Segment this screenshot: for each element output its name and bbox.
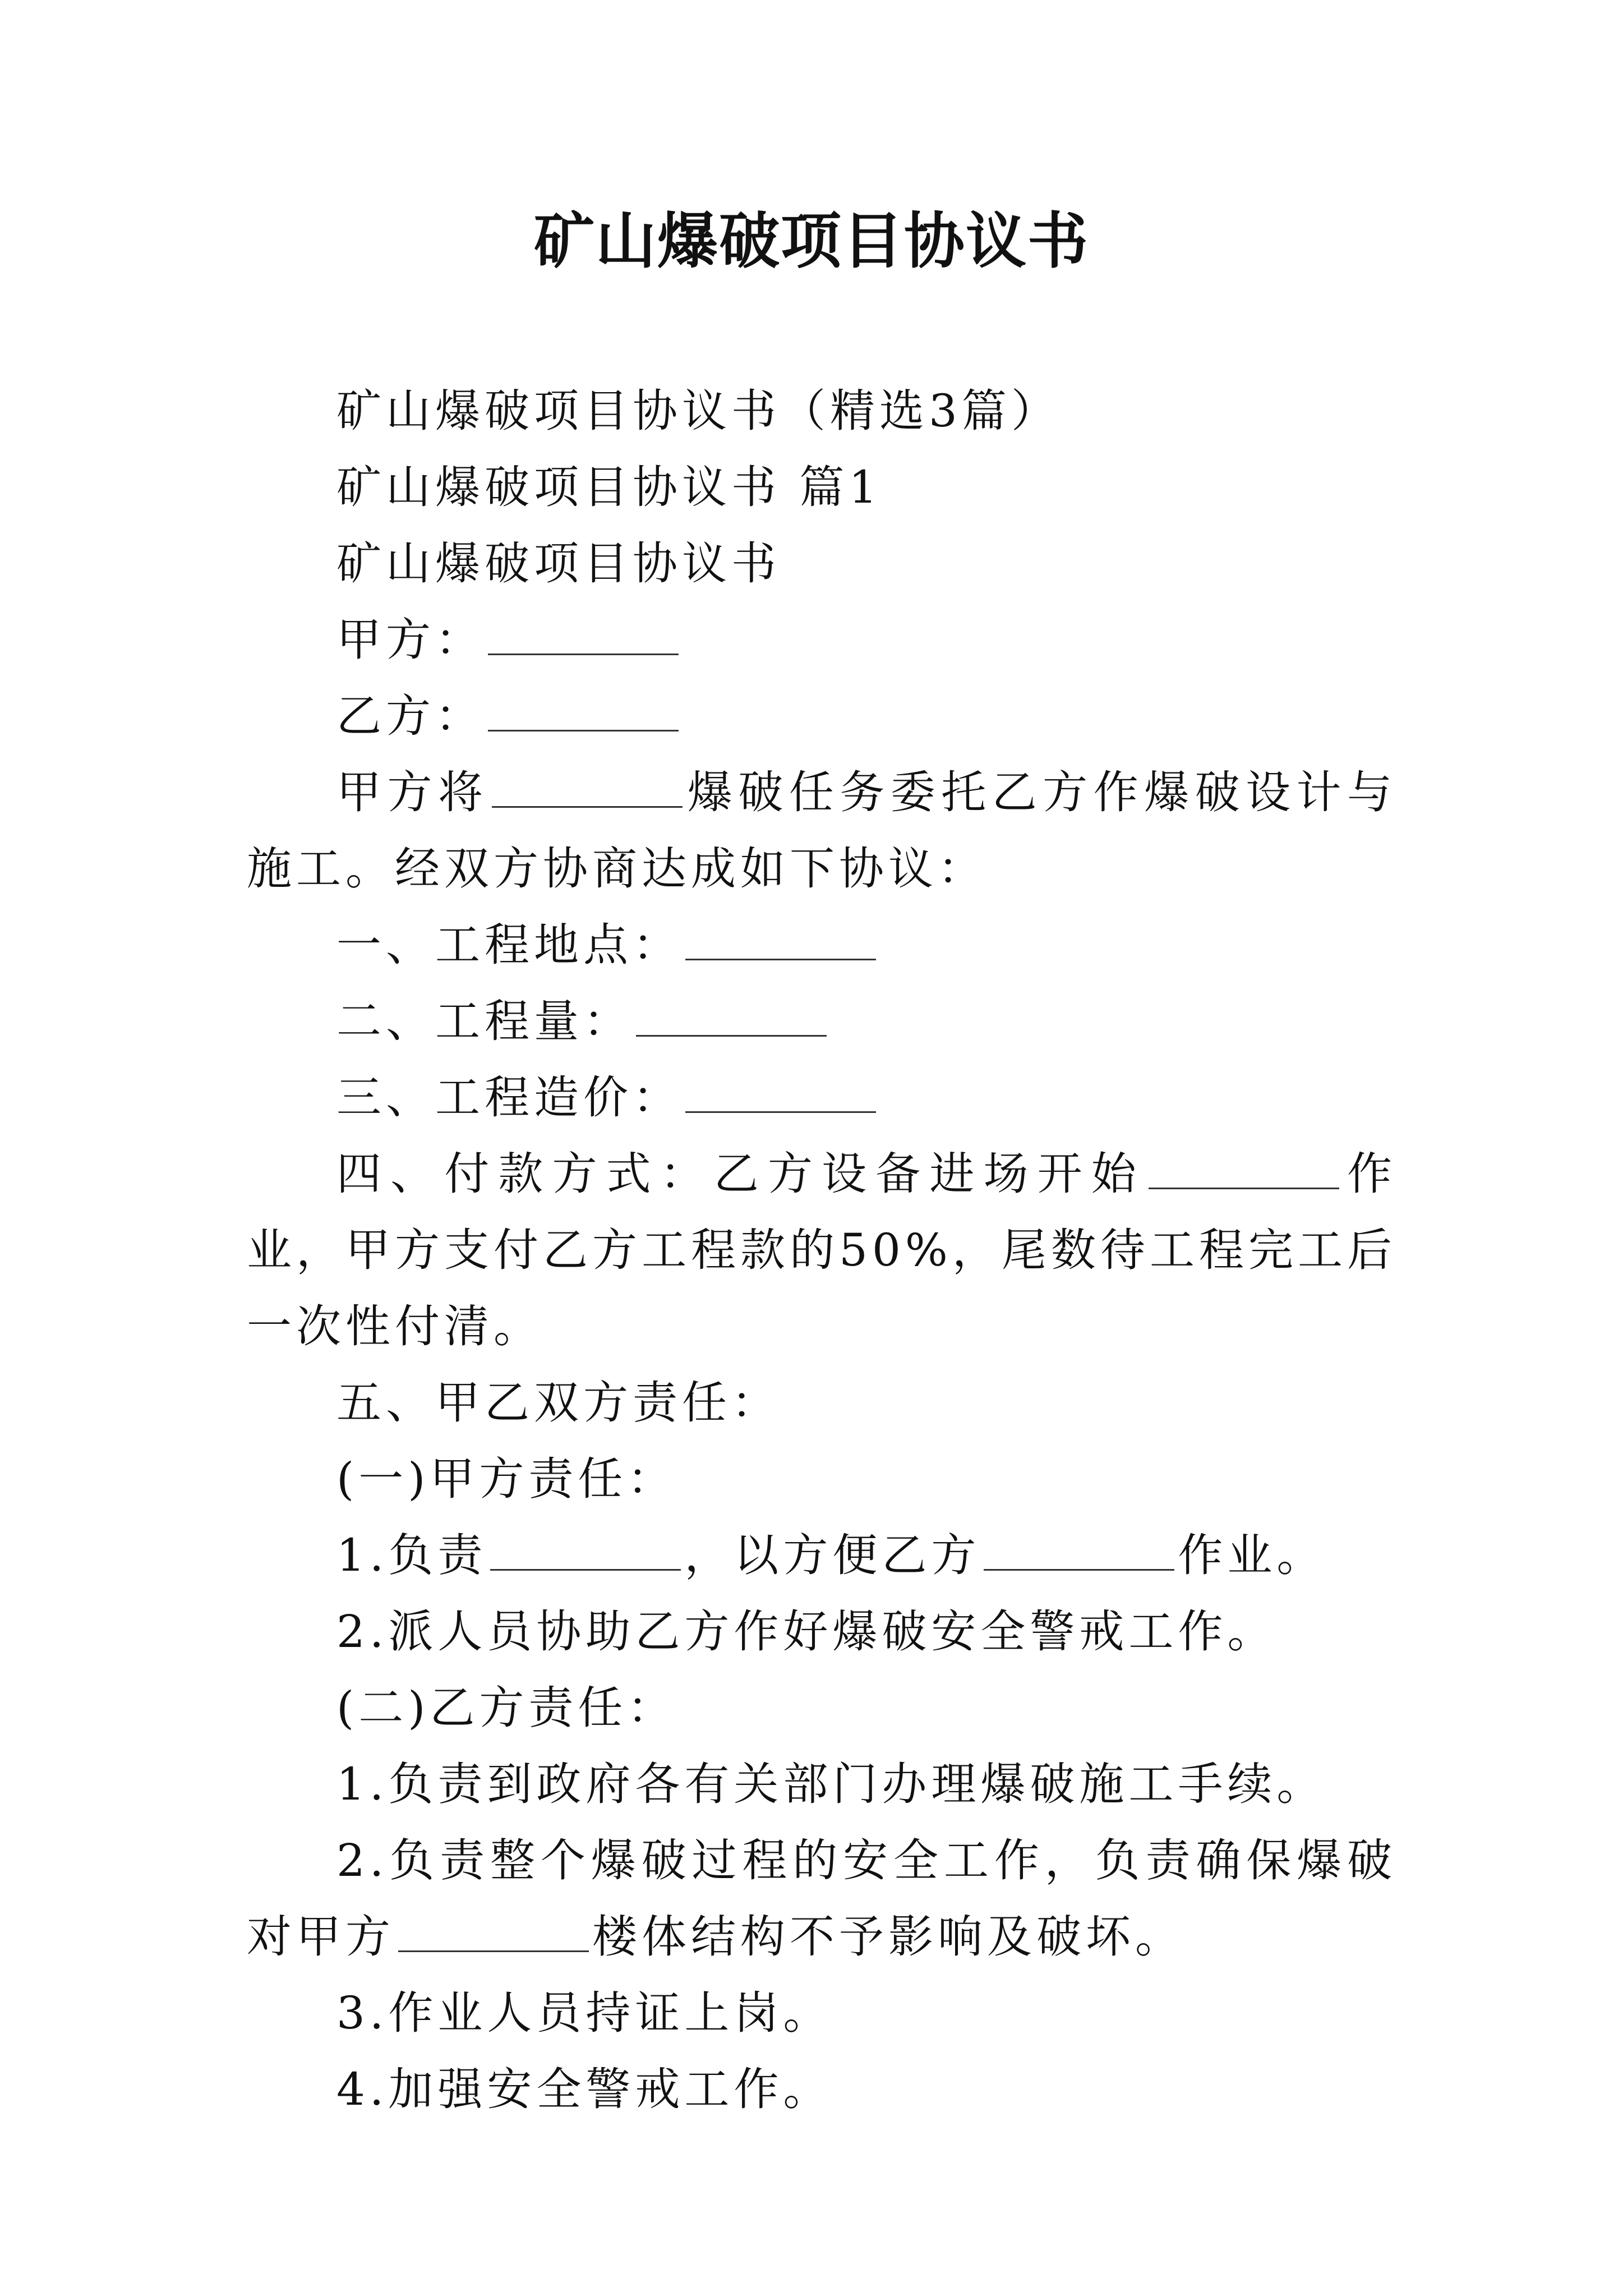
text-span: 3.作业人员持证上岗。 [336,1987,833,2039]
text-span: 二、工程量： [336,995,633,1047]
text-span: 三、工程造价： [336,1071,682,1124]
party-a-responsibility-heading [247,1441,1396,1517]
text-span: 一、工程地点： [336,919,682,971]
text-span: 1.负责到政府各有关部门办理爆破施工手续。 [336,1758,1326,1810]
text-span: 矿山爆破项目协议书 [336,537,781,590]
text-span: 甲方将 [336,766,489,818]
text-span: 五、甲乙双方责任： [336,1377,781,1429]
text-span: 4.加强安全警戒工作。 [336,2063,833,2115]
party-b-line [247,678,1396,754]
text-span: 作业，甲方支付乙方工程款的50%，尾数待工程完工后一次性付清。 [247,1148,1396,1352]
text-span: (一)甲方责任： [336,1453,677,1505]
text-span: 乙方： [336,690,485,742]
party-a-line [247,602,1396,678]
text-span: 四、付款方式：乙方设备进场开始 [336,1148,1145,1200]
text-span: 爆破任务委托乙方作爆破设计与施工。经双方协商达成如下协议： [247,766,1397,895]
fill-blank[interactable] [685,919,876,960]
party-b-item-1 [247,1746,1396,1823]
text-span: 甲方： [336,614,485,666]
party-b-item-2 [247,1823,1396,1975]
document-body [247,373,1396,2128]
clause-payment [247,1136,1396,1365]
fill-blank[interactable] [685,1072,876,1113]
subtitle-line [247,373,1396,449]
fill-blank[interactable] [490,1530,681,1571]
intro-paragraph [247,754,1396,907]
text-span: 1.负责 [336,1529,487,1581]
fill-blank[interactable] [1149,1148,1339,1189]
fill-blank[interactable] [488,614,679,655]
text-span: ，以方便乙方 [684,1529,981,1581]
fill-blank[interactable] [984,1530,1174,1571]
fill-blank[interactable] [488,691,679,731]
clause-location [247,907,1396,983]
clause-quantity [247,983,1396,1060]
text-span: 2.负责整个爆破过程的安全工作，负责确保爆破对甲方 [247,1834,1396,1963]
text-span: 楼体结构不予影响及破坏。 [592,1911,1184,1963]
section-heading [247,449,1396,526]
text-span: 矿山爆破项目协议书 篇1 [336,461,882,513]
party-b-responsibility-heading [247,1670,1396,1746]
clause-cost [247,1060,1396,1136]
clause-responsibilities [247,1365,1396,1441]
text-span: 2.派人员协助乙方作好爆破安全警戒工作。 [336,1605,1277,1658]
text-span: 矿山爆破项目协议书（精选3篇） [336,385,1061,437]
text-span: (二)乙方责任： [336,1682,677,1734]
party-b-item-4 [247,2051,1396,2128]
fill-blank[interactable] [492,767,683,808]
fill-blank[interactable] [636,996,827,1037]
party-b-item-3 [247,1975,1396,2051]
text-span: 作业。 [1178,1529,1326,1581]
agreement-heading [247,526,1396,602]
document-title: 矿山爆破项目协议书 [533,206,1089,277]
party-a-item-2 [247,1594,1396,1670]
fill-blank[interactable] [398,1911,589,1952]
party-a-item-1 [247,1517,1396,1594]
